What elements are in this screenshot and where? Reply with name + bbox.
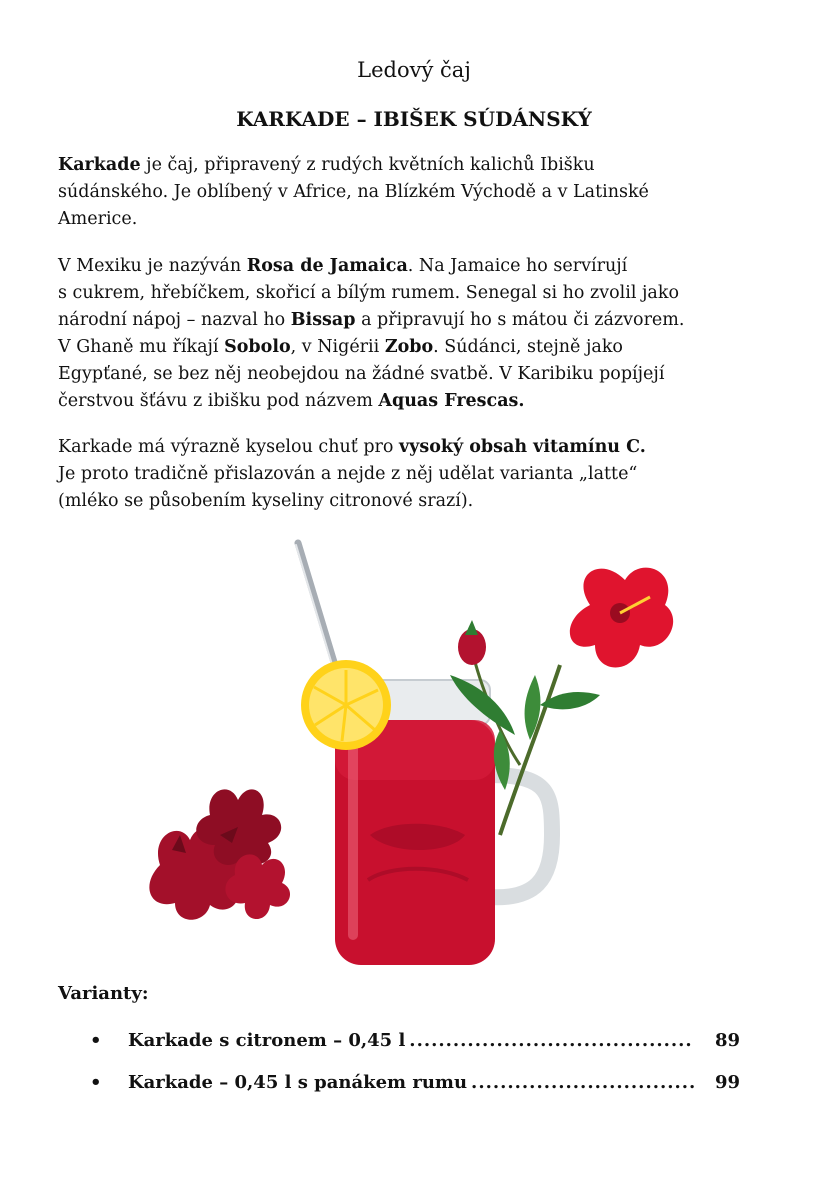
bold-term: Zobo — [384, 337, 434, 357]
text-line: súdánského. Je oblíbený v Africe, na Blízkém Východě a v Latinské — [58, 182, 649, 202]
variant-price: 89 — [714, 1030, 740, 1051]
bold-term: Karkade — [58, 155, 141, 175]
text-line — [58, 334, 778, 361]
bold-term: vysoký obsah vitamínu C. — [399, 437, 646, 457]
variant-price: 99 — [714, 1072, 740, 1093]
text-line: Americe. — [58, 209, 138, 229]
bold-term: Rosa de Jamaica — [246, 256, 408, 276]
text-line — [58, 388, 778, 415]
text-span: Karkade má výrazně kyselou chuť pro — [58, 437, 400, 457]
text-span: , v Nigérii — [290, 337, 385, 357]
dot-leader: ....................................... — [409, 1030, 693, 1051]
text-line — [58, 152, 778, 179]
list-item — [90, 1072, 740, 1114]
intro-paragraph — [58, 152, 778, 233]
text-span: čerstvou šťávu z ibišku pod názvem — [58, 391, 379, 411]
variant-name: Karkade s citronem – 0,45 l — [128, 1030, 406, 1051]
bold-term: Aquas Frescas. — [378, 391, 525, 411]
dot-leader: ............................... — [471, 1072, 697, 1093]
text-span: . Súdánci, stejně jako — [433, 337, 623, 357]
names-paragraph — [58, 253, 778, 415]
drink-illustration — [120, 535, 680, 975]
bullet-icon: • — [90, 1072, 102, 1093]
text-line — [58, 253, 778, 280]
text-line: s cukrem, hřebíčkem, skořicí a bílým rumem. Senegal si ho zvolil jako — [58, 283, 679, 303]
list-item — [90, 1030, 740, 1072]
text-span: V Mexiku je nazýván — [58, 256, 247, 276]
text-line: Egypťané, se bez něj neobejdou na žádné svatbě. V Karibiku popíjejí — [58, 364, 665, 384]
text-span: je čaj, připravený z rudých květních kalichů Ibišku — [140, 155, 595, 175]
text-span: a připravují ho s mátou či zázvorem. — [355, 310, 685, 330]
text-line: (mléko se působením kyseliny citronové srazí). — [58, 491, 474, 511]
page-title: KARKADE – IBIŠEK SÚDÁNSKÝ — [236, 107, 592, 131]
taste-paragraph — [58, 434, 778, 515]
text-span: V Ghaně mu říkají — [58, 337, 225, 357]
text-span: národní nápoj – nazval ho — [58, 310, 291, 330]
bullet-icon: • — [90, 1030, 102, 1051]
text-line — [58, 434, 778, 461]
bold-term: Bissap — [290, 310, 356, 330]
lemon-slice-image — [301, 660, 391, 750]
dried-hibiscus-image — [149, 789, 290, 919]
variant-name: Karkade – 0,45 l s panákem rumu — [128, 1072, 468, 1093]
variants-heading: Varianty: — [58, 983, 149, 1004]
page-subtitle: Ledový čaj — [357, 58, 471, 82]
text-span: . Na Jamaice ho servírují — [407, 256, 628, 276]
variants-list — [90, 1030, 740, 1114]
text-line: Je proto tradičně přislazován a nejde z něj udělat varianta „latte“ — [58, 464, 638, 484]
text-line — [58, 307, 778, 334]
bold-term: Sobolo — [224, 337, 291, 357]
